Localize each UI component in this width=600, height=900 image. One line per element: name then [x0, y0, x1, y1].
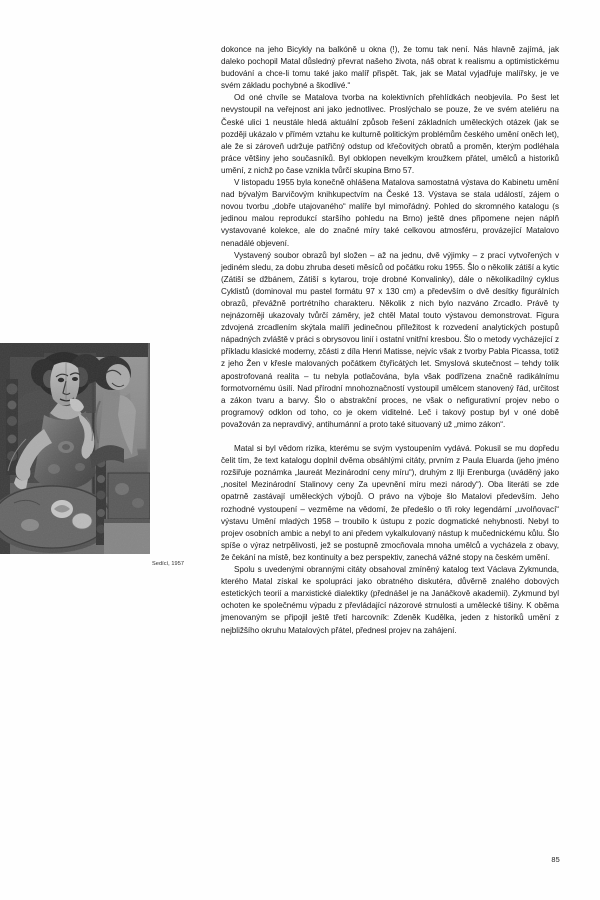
- figure-caption: Sedící, 1957: [152, 561, 185, 567]
- paragraph-4: Vystavený soubor obrazů byl složen – až na jednu, dvě výjimky – z prací vytvořených v jediném sledu, za dobu zhruba deseti měsíců od počátku roku 1955. Šlo o několik zátiší a kytic (Zátiší se džbánem, Zátiší s kytarou, troje drobné Konvalinky), dále o několikadílný cyklus Cyklistů (dominoval mu pastel formátu 97 x 130 cm) a především o dvě desítky figurálních obrazů, převážně portrétního charakteru. Několik z nich bylo nazváno Zrcadlo. Právě ty nejnázorněji ukazovaly tvůrčí záměry, jež chtěl Matal touto výstavou demonstrovat. Figura zdvojená zrcadlením skýtala malíři jedinečnou příležitost k rozvedení analytických postupů nápadných zvláště v práci s obrysovou linií i ostatní vnitřní kresbou. Šlo o metody vycházející z příkladu klasické moderny, zčásti z díla Henri Matisse, nejvíc však z tvorby Pabla Picassa, totiž z jeho Žen v křesle malovaných počátkem čtyřicátých let. Smyslová skutečnost – tehdy tolik apostrofovaná realita – tu nebyla potlačována, byla však podřízena značně radikálnímu formotvornému úsilí. Nad přírodní mnohoznačností vystoupil umělcem stanovený řád, určitost a zákon tvaru a barvy. Šlo o abstrakční proces, ne však o nefigurativní projev nebo o programový odklon od toho, co je okem viditelné. Leč i takový postup byl v oné době považován za nepravdivý, antihumánní a proto také situovaný už „mimo zákon“.: [221, 250, 559, 429]
- body-text-column: [221, 44, 559, 637]
- paragraph-5: Matal si byl vědom rizika, kterému se svým vystoupením vydává. Pokusil se mu dopředu čelit tím, že text katalogu doplnil dvěma obsáhlými citáty, prvním z Paula Eluarda (jeho jméno rozšiřuje poznámka „laureát Mezinárodní ceny míru“), druhým z Ilji Erenburga (uváděný jako „nositel Mezinárodní Stalinovy ceny Za upevnění míru mezi národy“). Oba literáti se zde opatrně zastávají uměleckých výbojů. O právo na výboje šlo Matalovi především. Jeho rozhodné vystoupení – vezměme na vědomí, že předešlo o tři roky legendární „uvolňovací“ výstavu Umění mladých 1958 – troubilo k ústupu z pozic dogmatické nehybnosti. Nebyl to projev osobních ambic a nebyl to ani předem vykalkulovaný nástup k mučednickému kůlu. Šlo spíše o výraz netrpělivosti, jež se postupně zmocňovala mnoha umělců a vycházela z obavy, že čekání na místě, bez kontinuity a bez perspektiv, zanechá vážné stopy na českém umění.: [221, 444, 559, 562]
- paragraph-2: Od oné chvíle se Matalova tvorba na kolektivních přehlídkách neobjevila. Po šest let nevystoupil na veřejnost ani jako jednotlivec. Proslýchalo se pouze, že ve svém ateliéru na České ulici 1 neustále hledá aktuální způsob řešení základních uměleckých otázek (jak se později ukázalo v přímém vztahu ke kulturně politickým problémům českého umění oněch let), ale že si zároveň udržuje patřičný odstup od křečovitých obratů a proměn, kterým podléhala práce většiny jeho současníků. Byl obklopen nevelkým kroužkem přátel, umělců a historiků umění, z nichž po čase vznikla tvůrčí skupina Brno 57.: [221, 93, 559, 175]
- paragraph-6: Spolu s uvedenými obrannými citáty obsahoval zmíněný katalog text Václava Zykmunda, kterého Matal získal ke spolupráci jako obratného diskutéra, důvěrně znalého dobových estetických teorií a marxistické dialektiky (přednášel je na Janáčkově akademii). Zykmund byl ochoten ke společnému výpadu z převládající názorové strnulosti a umělecké tišiny. K oběma jmenovaným se připojil ještě třetí harcovník: Zdeněk Kudělka, jeden z historiků umění z nejbližšího okruhu Matalových přátel, přednesl projev na zahájení.: [221, 565, 559, 635]
- page-number: 85: [551, 855, 560, 864]
- painting-reproduction: [0, 343, 150, 554]
- figure-plate: [0, 343, 150, 554]
- paragraph-1: dokonce na jeho Bicykly na balkóně u okna (!), že tomu tak není. Nás hlavně zajímá, jak daleko pochopil Matal důsledný převrat našeho života, náš obrat k realismu a optimistickému budování a chce-li tomu také jako malíř přispět. Tak, jak se Matal vyjadřuje malířsky, je ve svém základu pochybné a škodlivé.“: [221, 45, 559, 91]
- paragraph-3: V listopadu 1955 byla konečně ohlášena Matalova samostatná výstava do Kabinetu umění nad bývalým Barvičovým knihkupectvím na České 13. Výstava se stala událostí, zájem o novou tvorbu „dobře utajovaného“ malíře byl mimořádný. Pohled do skromného katalogu (s jedinou malou reprodukcí staršího pohledu na Brno) ještě dnes připomene nejen náplň vystavované kolekce, ale do značné míry také celkovou atmosféru, provázející Matalovo nenadálé objevení.: [221, 178, 559, 248]
